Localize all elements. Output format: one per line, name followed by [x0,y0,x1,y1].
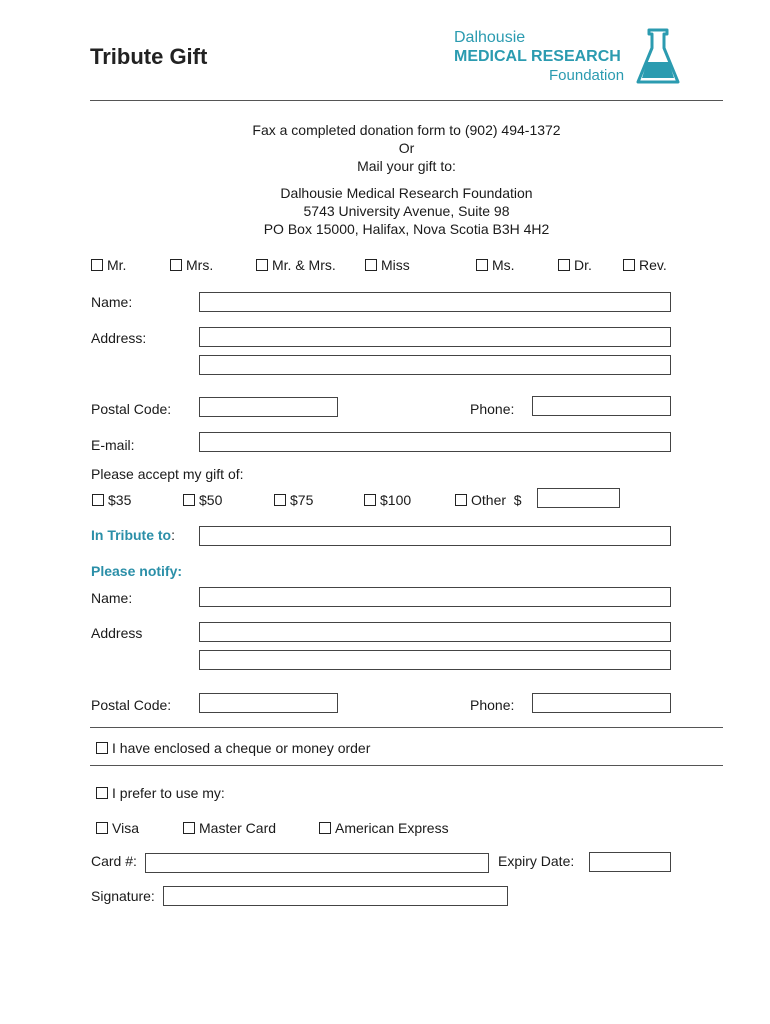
section-divider-1 [90,727,723,728]
donor-address-field-2[interactable] [199,355,671,375]
title-rev-checkbox[interactable]: Rev. [623,256,667,274]
amex-checkbox[interactable]: American Express [319,819,449,837]
title-ms-checkbox[interactable]: Ms. [476,256,515,274]
notify-name-label: Name: [91,590,133,606]
header-divider [90,100,723,101]
expiry-field[interactable] [589,852,671,872]
tribute-label: In Tribute to: [91,527,175,543]
donor-name-label: Name: [91,294,133,310]
gift-100-checkbox[interactable]: $100 [364,491,411,509]
title-mrs-checkbox[interactable]: Mrs. [170,256,213,274]
form-title: Tribute Gift [90,44,208,69]
flask-icon [636,28,680,86]
donor-phone-field[interactable] [532,396,671,416]
donor-address-field-1[interactable] [199,327,671,347]
foundation-address-3: PO Box 15000, Halifax, Nova Scotia B3H 4H2 [263,221,550,237]
donor-address-label: Address: [91,330,147,346]
mail-line: Mail your gift to: [357,158,456,174]
or-line: Or [398,140,415,156]
visa-checkbox[interactable]: Visa [96,819,139,837]
signature-field[interactable] [163,886,508,906]
donor-email-label: E-mail: [91,437,135,453]
title-mr-mrs-checkbox[interactable]: Mr. & Mrs. [256,256,336,274]
donor-name-field[interactable] [199,292,671,312]
mastercard-checkbox[interactable]: Master Card [183,819,276,837]
title-mr-checkbox[interactable]: Mr. [91,256,126,274]
donor-email-field[interactable] [199,432,671,452]
notify-postal-label: Postal Code: [91,697,172,713]
notify-address-field-1[interactable] [199,622,671,642]
gift-35-checkbox[interactable]: $35 [92,491,131,509]
gift-75-checkbox[interactable]: $75 [274,491,313,509]
notify-phone-label: Phone: [470,697,515,713]
gift-other-checkbox[interactable]: Other $ [455,491,522,509]
notify-address-field-2[interactable] [199,650,671,670]
notify-phone-field[interactable] [532,693,671,713]
notify-heading: Please notify: [91,563,183,579]
card-number-label: Card #: [91,853,137,869]
prefer-card-checkbox[interactable]: I prefer to use my: [96,784,225,802]
dmrf-logo [454,30,624,83]
gift-prompt: Please accept my gift of: [91,466,244,482]
tribute-name-field[interactable] [199,526,671,546]
section-divider-2 [90,765,723,766]
fax-line: Fax a completed donation form to (902) 494-1372 [252,122,561,138]
notify-name-field[interactable] [199,587,671,607]
signature-label: Signature: [91,888,155,904]
foundation-address-1: Dalhousie Medical Research Foundation [280,185,533,201]
gift-50-checkbox[interactable]: $50 [183,491,222,509]
donor-postal-label: Postal Code: [91,401,172,417]
cheque-checkbox[interactable]: I have enclosed a cheque or money order [96,739,370,757]
logo-line-1: Dalhousie [454,29,526,46]
donor-postal-field[interactable] [199,397,338,417]
logo-line-2: MEDICAL RESEARCH [454,48,621,65]
notify-address-label: Address [91,625,143,641]
card-number-field[interactable] [145,853,489,873]
gift-other-amount-field[interactable] [537,488,620,508]
title-dr-checkbox[interactable]: Dr. [558,256,592,274]
donor-phone-label: Phone: [470,401,515,417]
notify-postal-field[interactable] [199,693,338,713]
title-miss-checkbox[interactable]: Miss [365,256,410,274]
foundation-address-2: 5743 University Avenue, Suite 98 [303,203,510,219]
logo-line-3: Foundation [549,67,625,84]
expiry-label: Expiry Date: [498,853,575,869]
